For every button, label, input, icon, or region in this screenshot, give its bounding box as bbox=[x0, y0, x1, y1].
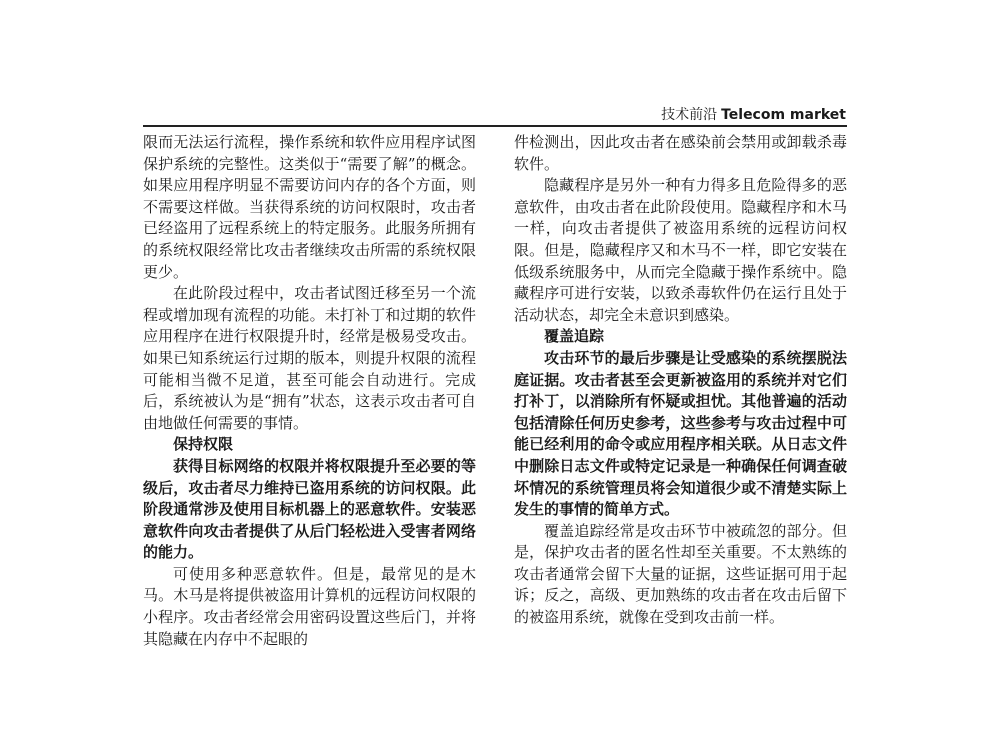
section-heading: 保持权限 bbox=[173, 435, 234, 454]
paragraph: 可使用多种恶意软件。但是，最常见的是木马。木马是将提供被盗用计算机的远程访问权限的小程序。攻击者经常会用密码设置这些后门，并将其隐藏在内存中不起眼的 bbox=[143, 564, 476, 648]
left-column bbox=[143, 132, 476, 650]
section-heading: 覆盖追踪 bbox=[544, 327, 605, 346]
paragraph: 件检测出，因此攻击者在感染前会禁用或卸载杀毒软件。 bbox=[514, 133, 847, 173]
section-header bbox=[641, 106, 846, 124]
header-rule bbox=[143, 125, 847, 127]
paragraph: 限而无法运行流程，操作系统和软件应用程序试图保护系统的完整性。这类似于“需要了解”的概念。如果应用程序明显不需要访问内存的各个方面，则不需要这样做。当获得系统的访问权限时，攻击者已经盗用了远程系统上的特定服务。此服务所拥有的系统权限经常比攻击者继续攻击所需的系统权限更少。 bbox=[143, 133, 476, 281]
section-title-english: Telecom market bbox=[721, 107, 846, 123]
section-title-chinese: 技术前沿 bbox=[661, 107, 718, 123]
paragraph: 覆盖追踪经常是攻击环节中被疏忽的部分。但是，保护攻击者的匿名性却至关重要。不太熟练的攻击者通常会留下大量的证据，这些证据可用于起诉；反之，高级、更加熟练的攻击者在攻击后留下的被盗用系统，就像在受到攻击前一样。 bbox=[514, 521, 847, 627]
paragraph: 在此阶段过程中，攻击者试图迁移至另一个流程或增加现有流程的功能。未打补丁和过期的软件应用程序在进行权限提升时，经常是极易受攻击。如果已知系统运行过期的版本，则提升权限的流程可能相当微不足道，甚至可能会自动进行。完成后，系统被认为是“拥有”状态，这表示攻击者可自由地做任何需要的事情。 bbox=[143, 284, 476, 432]
paragraph: 获得目标网络的权限并将权限提升至必要的等级后，攻击者尽力维持已盗用系统的访问权限。此阶段通常涉及使用目标机器上的恶意软件。安装恶意软件向攻击者提供了从后门轻松进入受害者网络的能力。 bbox=[143, 456, 476, 562]
paragraph: 攻击环节的最后步骤是让受感染的系统摆脱法庭证据。攻击者甚至会更新被盗用的系统并对它们打补丁，以消除所有怀疑或担忧。其他普遍的活动包括清除任何历史参考，这些参考与攻击过程中可能已经利用的命令或应用程序相关联。从日志文件中删除日志文件或特定记录是一种确保任何调查破坏情况的系统管理员将会知道很少或不清楚实际上发生的事情的简单方式。 bbox=[514, 348, 847, 519]
paragraph: 隐藏程序是另外一种有力得多且危险得多的恶意软件，由攻击者在此阶段使用。隐藏程序和木马一样，向攻击者提供了被盗用系统的远程访问权限。但是，隐藏程序又和木马不一样，即它安装在低级系统服务中，从而完全隐藏于操作系统中。隐藏程序可进行安装，以致杀毒软件仍在运行且处于活动状态，却完全未意识到感染。 bbox=[514, 176, 847, 324]
right-column bbox=[514, 132, 847, 629]
